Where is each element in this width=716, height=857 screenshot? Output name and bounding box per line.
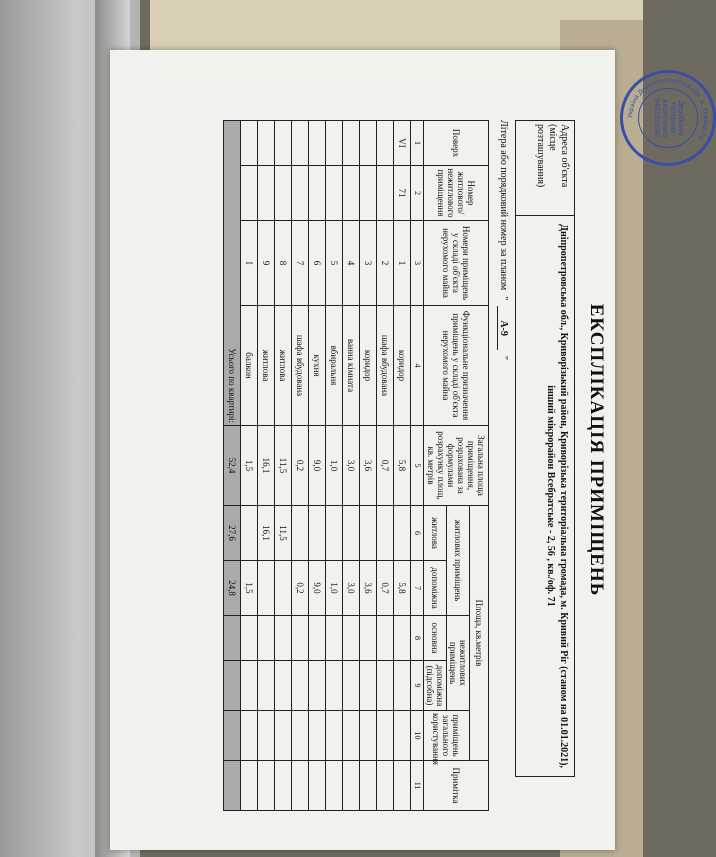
- cell-empty: [309, 616, 326, 661]
- total-living-value: 27,6: [224, 506, 241, 561]
- total-label: Усього по квартирі:: [224, 121, 241, 426]
- cell-purpose: житлова: [275, 306, 292, 426]
- address-label: Адреса об'єкта (місце розташування): [516, 121, 574, 216]
- cell-living-area: [241, 506, 258, 561]
- cell-aux-area: 5,8: [394, 561, 411, 616]
- cell-empty: [377, 711, 394, 761]
- cell-empty: [326, 616, 343, 661]
- address-line-1: Дніпропетровська обл., Криворізький район, Криворізька територіальна громада, м. Кривий Ріг (станом на 01.01.2021),: [558, 224, 569, 768]
- col-num: 6: [411, 506, 424, 561]
- cell-living-area: [326, 506, 343, 561]
- header-total-area: Загальна площа приміщення, розрахована за формулами розрахунку площ, кв. метрів: [424, 426, 489, 506]
- cell-room: 3: [360, 221, 377, 306]
- cell-empty: [258, 616, 275, 661]
- table-row: [360, 121, 377, 811]
- litera-quote-close: ": [498, 355, 509, 360]
- cell-room: 5: [326, 221, 343, 306]
- cell-total-area: 9,0: [309, 426, 326, 506]
- cell-empty: [309, 761, 326, 811]
- address-value: [516, 216, 574, 776]
- cell-empty: [360, 761, 377, 811]
- cell-purpose: коридор: [394, 306, 411, 426]
- cell-floor: [309, 121, 326, 166]
- stamp-name-2: Катерина: [669, 102, 676, 134]
- cell-aux-area: 3,6: [360, 561, 377, 616]
- cell-total-area: 0,7: [377, 426, 394, 506]
- col-num: 3: [411, 221, 424, 306]
- table-row: [258, 121, 275, 811]
- col-num: 2: [411, 166, 424, 221]
- cell-room: 4: [343, 221, 360, 306]
- cell-empty: [241, 661, 258, 711]
- rotated-content: [110, 50, 615, 850]
- cell-purpose: житлова: [258, 306, 275, 426]
- stamp-name-3: Анатоліївна: [661, 98, 668, 138]
- table-row: [377, 121, 394, 811]
- cell-empty: [275, 711, 292, 761]
- litera-value: А-9: [497, 306, 509, 350]
- header-note: Примітка: [424, 761, 489, 811]
- total-row: [224, 121, 241, 811]
- table-row: [275, 121, 292, 811]
- cell-total-area: 3,6: [360, 426, 377, 506]
- litera-line: [497, 120, 509, 360]
- cell-total-area: 5,8: [394, 426, 411, 506]
- cell-total-area: 11,5: [275, 426, 292, 506]
- cell-room: 9: [258, 221, 275, 306]
- cell-aux-area: 9,0: [309, 561, 326, 616]
- cell-empty: [292, 661, 309, 711]
- cell-empty: [241, 761, 258, 811]
- address-box: [515, 120, 575, 777]
- cell-empty: [343, 661, 360, 711]
- cell-empty: [377, 761, 394, 811]
- cell-empty: [258, 711, 275, 761]
- header-floor: Поверх: [424, 121, 489, 166]
- cell-empty: [275, 616, 292, 661]
- cell-empty: [241, 616, 258, 661]
- litera-label: Літера або порядковий номер за планом: [498, 120, 509, 291]
- cell-aux-area: 3,0: [343, 561, 360, 616]
- cell-empty: [326, 661, 343, 711]
- cell-empty: [343, 616, 360, 661]
- header-room-numbers: Номери приміщень у складі об'єкта нерухомого майна: [424, 221, 489, 306]
- col-num: 11: [411, 761, 424, 811]
- cell-aux-area: 0,2: [292, 561, 309, 616]
- table-row: [394, 121, 411, 811]
- cell-floor: [258, 121, 275, 166]
- col-num: 4: [411, 306, 424, 426]
- cell-floor: VI: [394, 121, 411, 166]
- cell-floor: [360, 121, 377, 166]
- header-common-use: приміщень загального користування: [424, 711, 470, 761]
- cell-living-area: 11,5: [275, 506, 292, 561]
- cell-living-area: [394, 506, 411, 561]
- cell-empty: [309, 711, 326, 761]
- cell-empty: [275, 761, 292, 811]
- col-num: 1: [411, 121, 424, 166]
- cell-unit: [292, 166, 309, 221]
- header-purpose: Функціональне призначення приміщень у складі об'єкта нерухомого майна: [424, 306, 489, 426]
- cell-living-area: 16,1: [258, 506, 275, 561]
- cell-purpose: кухня: [309, 306, 326, 426]
- cell-floor: [343, 121, 360, 166]
- cell-unit: [360, 166, 377, 221]
- cell-living-area: [377, 506, 394, 561]
- cell-floor: [377, 121, 394, 166]
- cell-empty: [360, 616, 377, 661]
- total-area-value: 52,4: [224, 426, 241, 506]
- cell-empty: [326, 711, 343, 761]
- cell-empty: [360, 711, 377, 761]
- cell-empty: [394, 761, 411, 811]
- cell-floor: [275, 121, 292, 166]
- cell-aux-area: 1,5: [241, 561, 258, 616]
- cell-empty: [309, 661, 326, 711]
- cell-purpose: вбиральня: [326, 306, 343, 426]
- cell-living-area: [343, 506, 360, 561]
- cell-unit: [241, 166, 258, 221]
- col-num: 10: [411, 711, 424, 761]
- col-num: 9: [411, 661, 424, 711]
- header-unit-number: Номер житлового/ нежитлового приміщення: [424, 166, 489, 221]
- table-row: [326, 121, 343, 811]
- cell-living-area: [309, 506, 326, 561]
- cell-purpose: шафа вбудована: [377, 306, 394, 426]
- cell-unit: [258, 166, 275, 221]
- cell-empty: [258, 761, 275, 811]
- col-num: 8: [411, 616, 424, 661]
- cell-purpose: коридор: [360, 306, 377, 426]
- cell-aux-area: 0,7: [377, 561, 394, 616]
- cell-empty: [394, 661, 411, 711]
- document-title: ЕКСПЛІКАЦІЯ ПРИМІЩЕНЬ: [586, 303, 607, 597]
- cell-empty: [394, 711, 411, 761]
- total-empty: [224, 761, 241, 811]
- stamp-ring-text: Україна Дніпропетровська обл. м. Кривий Ріг: [626, 76, 710, 142]
- cell-empty: [377, 661, 394, 711]
- cell-unit: [326, 166, 343, 221]
- cell-aux-area: 1,0: [326, 561, 343, 616]
- total-empty: [224, 711, 241, 761]
- table-row: [309, 121, 326, 811]
- cell-room: 8: [275, 221, 292, 306]
- cell-living-area: [292, 506, 309, 561]
- header-nonres-main: основна: [424, 616, 447, 661]
- cell-purpose: ванна кімната: [343, 306, 360, 426]
- cell-floor: [241, 121, 258, 166]
- cell-total-area: 3,0: [343, 426, 360, 506]
- stamp-center: [638, 88, 698, 148]
- cell-aux-area: [258, 561, 275, 616]
- table-row: [241, 121, 258, 811]
- rooms-table-body: [241, 121, 411, 811]
- column-numbers-row: [411, 121, 424, 811]
- col-num: 5: [411, 426, 424, 506]
- document-page: [110, 50, 710, 850]
- cell-unit: [343, 166, 360, 221]
- table-row: [343, 121, 360, 811]
- cell-total-area: 16,1: [258, 426, 275, 506]
- header-nonres-aux: допоміжна (підсобна): [424, 661, 447, 711]
- cell-room: 2: [377, 221, 394, 306]
- col-num: 7: [411, 561, 424, 616]
- litera-quote-open: ": [498, 296, 509, 301]
- cell-unit: [377, 166, 394, 221]
- cell-purpose: шафа вбудована: [292, 306, 309, 426]
- header-res-aux: допоміжна: [424, 561, 447, 616]
- total-empty: [224, 616, 241, 661]
- cell-empty: [258, 661, 275, 711]
- cell-room: 1: [394, 221, 411, 306]
- cell-empty: [292, 616, 309, 661]
- cell-empty: [275, 661, 292, 711]
- cell-total-area: 1,0: [326, 426, 343, 506]
- cell-aux-area: [275, 561, 292, 616]
- official-stamp: [620, 70, 716, 166]
- cell-purpose: балкон: [241, 306, 258, 426]
- total-aux-value: 24,8: [224, 561, 241, 616]
- cell-unit: [309, 166, 326, 221]
- cell-floor: [326, 121, 343, 166]
- cell-empty: [292, 761, 309, 811]
- cell-room: I: [241, 221, 258, 306]
- cell-unit: 71: [394, 166, 411, 221]
- rooms-table: [223, 120, 489, 811]
- cell-unit: [275, 166, 292, 221]
- cell-empty: [343, 761, 360, 811]
- cell-living-area: [360, 506, 377, 561]
- cell-empty: [394, 616, 411, 661]
- cell-floor: [292, 121, 309, 166]
- stamp-name-1: Дерабська: [677, 100, 684, 136]
- cell-empty: [326, 761, 343, 811]
- header-area-group: Площа, кв.метрів: [470, 506, 489, 761]
- header-nonresidential-group: нежитлових приміщень: [447, 616, 470, 711]
- total-empty: [224, 661, 241, 711]
- stamp-code: 3452315040: [653, 98, 660, 138]
- cell-empty: [360, 661, 377, 711]
- cell-empty: [241, 711, 258, 761]
- header-res-living: житлова: [424, 506, 447, 561]
- header-residential-group: житлових приміщень: [447, 506, 470, 616]
- cell-empty: [343, 711, 360, 761]
- address-line-2: інший мікрорайон Всебратське - 2, 56 , кв./оф. 71: [545, 385, 556, 607]
- table-row: [292, 121, 309, 811]
- cell-empty: [292, 711, 309, 761]
- cell-empty: [377, 616, 394, 661]
- cell-total-area: 0,2: [292, 426, 309, 506]
- cell-room: 6: [309, 221, 326, 306]
- cell-room: 7: [292, 221, 309, 306]
- cell-total-area: 1,5: [241, 426, 258, 506]
